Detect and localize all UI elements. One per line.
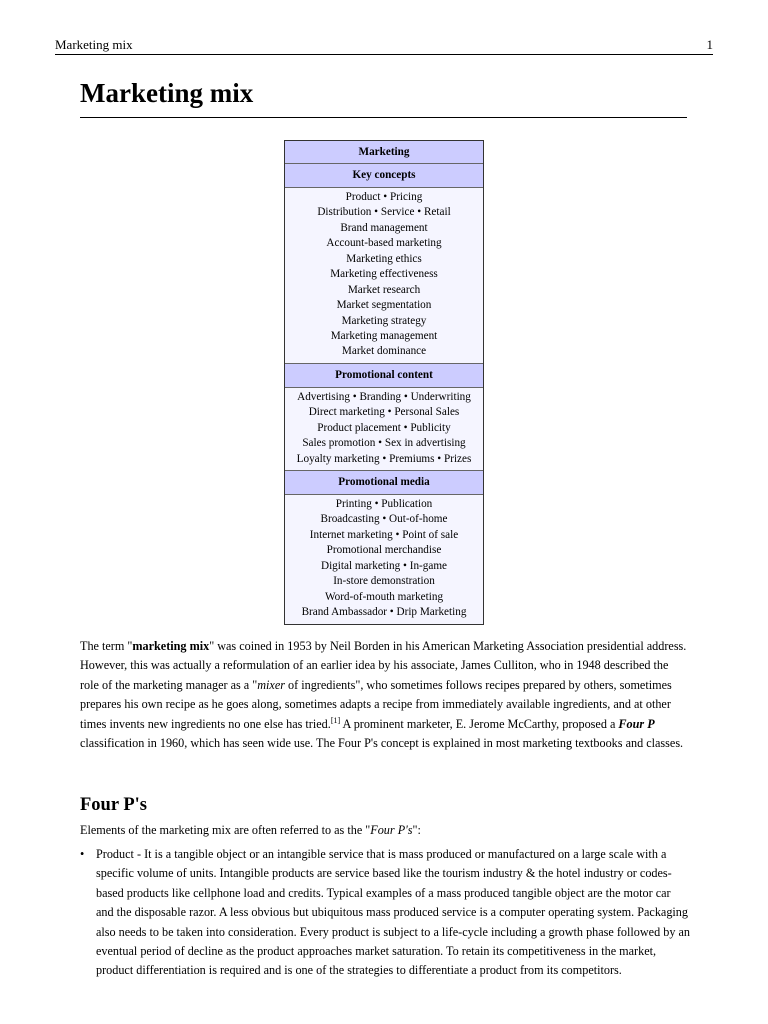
infobox-link-line[interactable]: Digital marketing • In-game — [320, 559, 447, 572]
four-p-term: Four P — [618, 716, 655, 731]
infobox-link-line[interactable]: Marketing management — [330, 329, 438, 342]
citation-link[interactable]: [1] — [330, 715, 341, 725]
infobox-section-list — [285, 188, 483, 364]
four-ps-intro: Elements of the marketing mix are often referred to as the "Four P's": — [80, 823, 421, 837]
infobox-link-line[interactable]: Account-based marketing — [326, 237, 442, 250]
infobox-link-line[interactable]: Market segmentation — [336, 299, 432, 312]
marketing-infobox — [284, 140, 484, 625]
infobox-section-list — [285, 388, 483, 471]
infobox-title: Marketing — [285, 141, 483, 164]
infobox-link-line[interactable]: Market dominance — [341, 345, 427, 358]
infobox-link-line[interactable]: Loyalty marketing • Premiums • Prizes — [296, 452, 472, 465]
page-title: Marketing mix — [80, 76, 687, 118]
intro-paragraph: The term "marketing mix" was coined in 1953 by Neil Borden in his American Marketing Association presidential address. However, this was actually a reformulation of an earlier idea by his associate, James Culliton, who in 1948 described the role of the marketing manager as a "mixer of ingredients", who sometimes follows recipes prepared by others, sometimes prepares his own recipe as he goes along, sometimes adapts a recipe from immediately available ingredients, and at other times invents new ingredients no one else has tried.[1] A prominent marketer, E. Jerome McCarthy, proposed a Four P classification in 1960, which has seen wide use. The Four P's concept is explained in most marketing textbooks and classes. — [80, 639, 687, 751]
infobox-link-line[interactable]: Marketing effectiveness — [330, 268, 438, 281]
infobox-link-line[interactable]: Distribution • Service • Retail — [317, 206, 451, 219]
infobox-link-line[interactable]: Promotional merchandise — [326, 544, 442, 557]
infobox-section-list — [285, 495, 483, 624]
infobox-link-line[interactable]: In-store demonstration — [333, 575, 435, 588]
infobox-link-line[interactable]: Broadcasting • Out-of-home — [320, 513, 448, 526]
infobox-link-line[interactable]: Internet marketing • Point of sale — [309, 528, 459, 541]
infobox-link-line[interactable]: Marketing strategy — [341, 314, 427, 327]
list-item-text: Product - It is a tangible object or an intangible service that is mass produced or manufactured on a large scale with a specific volume of units. Intangible products are service based like the tourism industry & the hotel industry or codes-based products like cellphone load and credits. Typical examples of a mass produced tangible object are the motor car and the disposable razor. A less obvious but ubiquitous mass produced service is a computer operating system. Packaging also needs to be taken into consideration. Every product is subject to a life-cycle including a growth phase followed by an eventual period of decline as the product approaches market saturation. To retain its competitiveness in the market, product differentiation is required and is one of the strategies to differentiate a product from its competitors. — [96, 847, 690, 978]
infobox-section-heading: Promotional content — [285, 364, 483, 388]
marketing-mix-term: marketing mix — [132, 639, 210, 653]
page-number: 1 — [706, 37, 713, 52]
four-ps-list — [80, 845, 690, 981]
infobox-link-line[interactable]: Printing • Publication — [335, 498, 433, 510]
infobox-link-line[interactable]: Marketing ethics — [346, 252, 422, 265]
infobox-link-line[interactable]: Advertising • Branding • Underwriting — [297, 390, 471, 403]
infobox-link-line[interactable]: Word-of-mouth marketing — [324, 590, 444, 603]
infobox-link-line[interactable]: Product placement • Publicity — [317, 421, 451, 434]
infobox-link-line[interactable]: Market research — [347, 283, 421, 296]
infobox-link-line[interactable]: Direct marketing • Personal Sales — [308, 406, 460, 419]
running-header — [55, 37, 713, 55]
infobox-link-line[interactable]: Brand Ambassador • Drip Marketing — [301, 606, 467, 619]
infobox-section-heading: Promotional media — [285, 471, 483, 495]
infobox-link-line[interactable]: Brand management — [340, 221, 428, 234]
infobox-link-line[interactable]: Product • Pricing — [345, 191, 423, 203]
bullet-icon: • — [80, 847, 85, 861]
infobox-section-heading: Key concepts — [285, 164, 483, 188]
list-item — [80, 845, 690, 981]
running-header-title: Marketing mix — [55, 37, 133, 52]
infobox-link-line[interactable]: Sales promotion • Sex in advertising — [302, 437, 466, 450]
section-heading-four-ps: Four P's — [80, 795, 147, 815]
